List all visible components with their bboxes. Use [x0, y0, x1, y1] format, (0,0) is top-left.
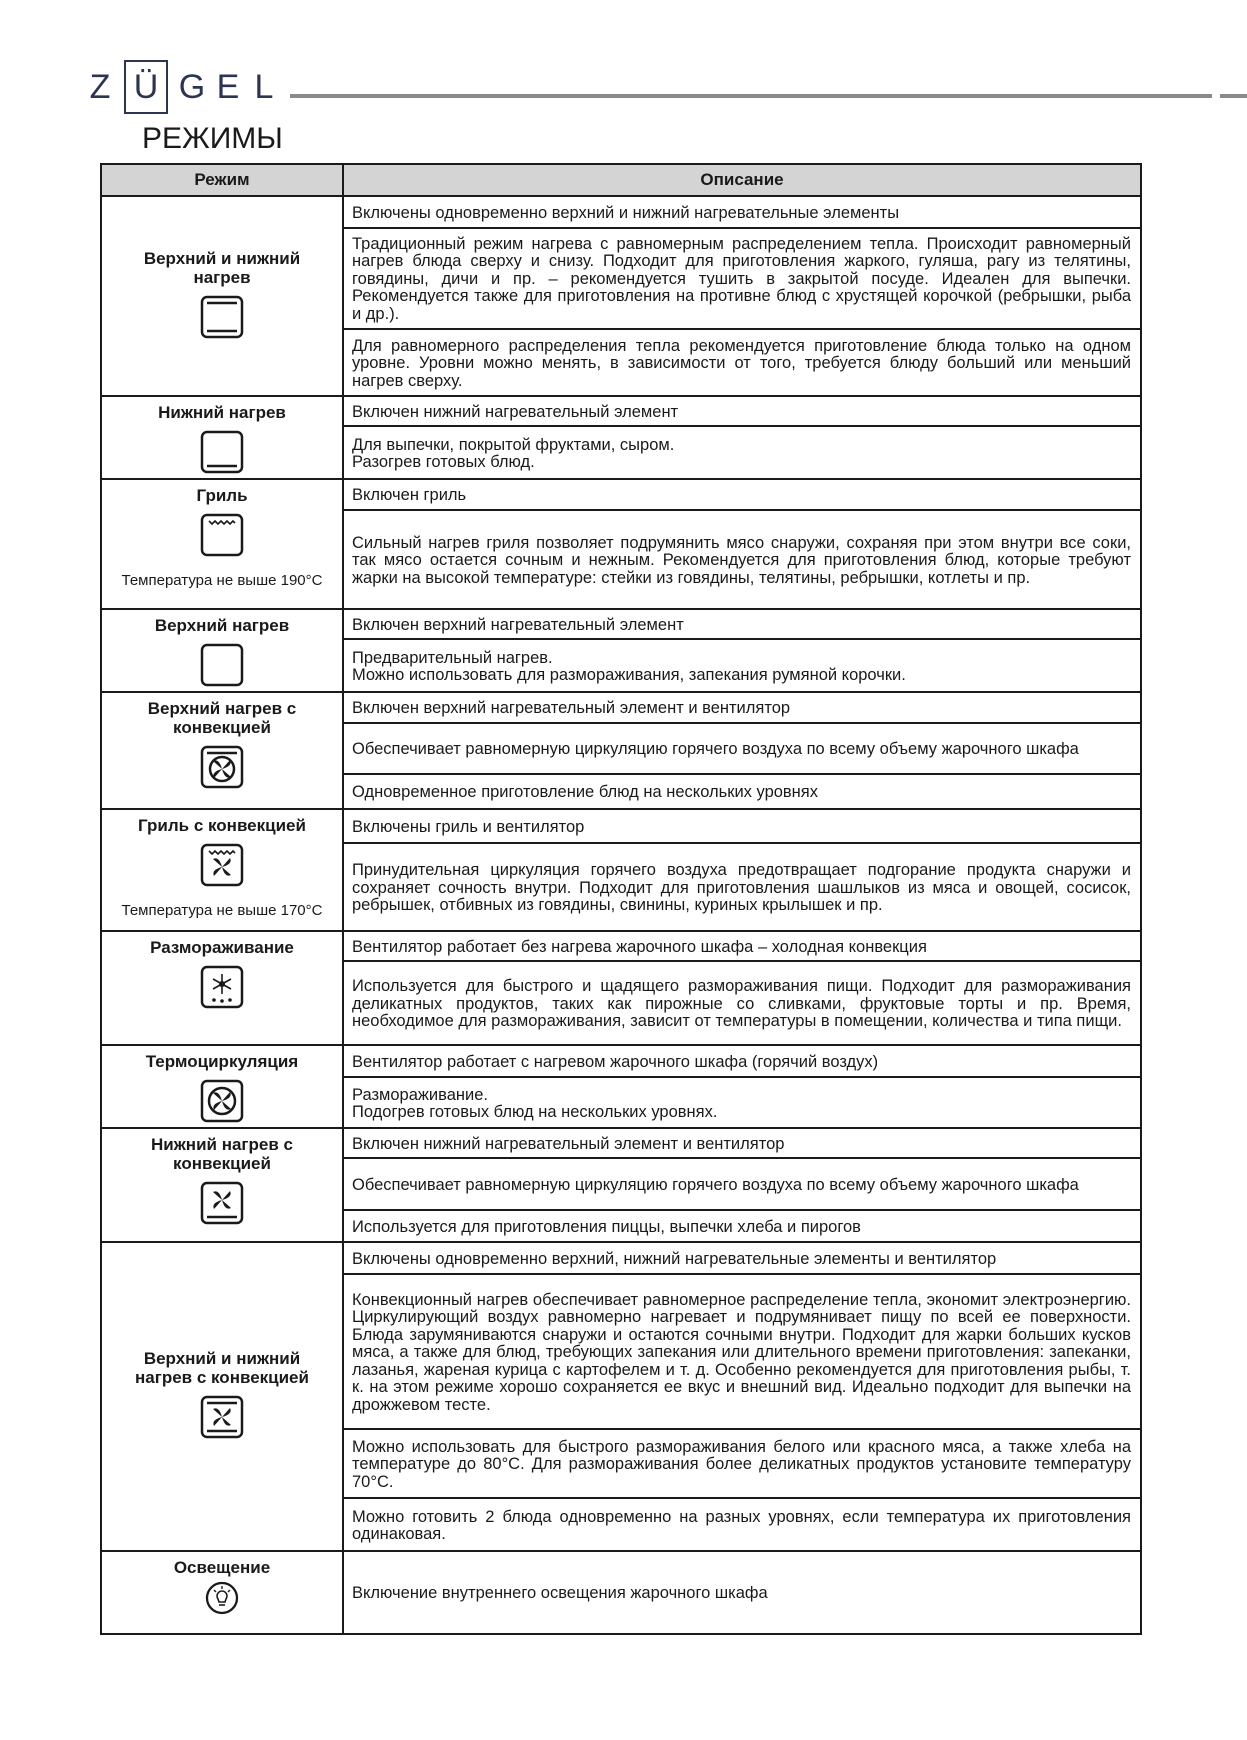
mode-row [102, 197, 1140, 397]
description-item [344, 1129, 1140, 1159]
mode-name: Гриль [196, 486, 248, 505]
description-cell [344, 810, 1140, 930]
description-item [344, 1430, 1140, 1500]
mode-row [102, 810, 1140, 932]
description-cell [344, 1046, 1140, 1127]
mode-row [102, 693, 1140, 810]
description-item [344, 775, 1140, 808]
mode-name: Верхний и нижний нагрев с конвекцией [135, 1349, 309, 1387]
description-text: Включены одновременно верхний и нижний нагревательные элементы [352, 203, 900, 222]
description-item [344, 330, 1140, 395]
description-item [344, 1159, 1140, 1210]
page-title: РЕЖИМЫ [142, 122, 283, 155]
mode-row [102, 1046, 1140, 1129]
description-text: Вентилятор работает без нагрева жарочного шкафа – холодная конвекция [352, 937, 927, 956]
mode-cell [102, 693, 344, 808]
description-item [344, 1275, 1140, 1430]
description-cell [344, 397, 1140, 478]
description-text: Для выпечки, покрытой фруктами, сыром. Разогрев готовых блюд. [352, 435, 675, 472]
description-text: Включен нижний нагревательный элемент [352, 402, 679, 421]
temperature-note: Температура не выше 190°C [121, 572, 323, 589]
light-bulb-icon [205, 1581, 239, 1620]
description-text: Включен верхний нагревательный элемент и вентилятор [352, 699, 791, 718]
mode-row [102, 1129, 1140, 1243]
description-text: Для равномерного распределения тепла рекомендуется приготовление блюда только на одном уровне. Уровни можно менять, в зависимости от того, требуется блюду больший или меньший нагрев сверху. [352, 336, 1131, 390]
description-item [344, 1243, 1140, 1275]
table-header [102, 165, 1140, 197]
header-rule [290, 94, 1212, 98]
mode-cell [102, 1552, 344, 1633]
description-item [344, 1211, 1140, 1241]
bottom-heat-fan-icon [200, 1181, 244, 1230]
mode-row [102, 1552, 1140, 1633]
description-text: Включен верхний нагревательный элемент [352, 615, 684, 634]
description-text: Используется для быстрого и щадящего размораживания пищи. Подходит для размораживания деликатных продуктов, таких как пирожные со сливками, фруктовые торты и пр. Время, необходимое для размораживания, зависит от температуры в помещении, количества и типа пищи. [352, 977, 1131, 1031]
mode-row [102, 932, 1140, 1046]
description-text: Размораживание. Подогрев готовых блюд на нескольких уровнях. [352, 1085, 718, 1122]
description-text: Включен гриль [352, 486, 467, 505]
description-item [344, 397, 1140, 427]
logo-letter: E [216, 67, 240, 106]
description-item [344, 693, 1140, 724]
description-item [344, 844, 1140, 930]
mode-name: Нижний нагрев с конвекцией [151, 1135, 293, 1173]
grill-icon [200, 513, 244, 562]
description-cell [344, 610, 1140, 691]
top-heat-icon [200, 643, 244, 692]
description-text: Одновременное приготовление блюд на нескольких уровнях [352, 783, 818, 802]
description-text: Можно использовать для быстрого размораживания белого или красного мяса, а также хлеба на температуре до 80°C. Для размораживания более деликатных продуктов установите температуру 70°C. [352, 1437, 1131, 1491]
description-item [344, 724, 1140, 774]
description-item [344, 962, 1140, 1044]
logo-letter: Ü [124, 60, 168, 114]
mode-row [102, 480, 1140, 610]
mode-name: Гриль с конвекцией [138, 816, 306, 835]
description-text: Используется для приготовления пиццы, выпечки хлеба и пирогов [352, 1217, 861, 1236]
description-item [344, 480, 1140, 511]
description-item [344, 511, 1140, 608]
description-cell [344, 1129, 1140, 1241]
mode-cell [102, 1129, 344, 1241]
header-rule-end [1220, 94, 1247, 98]
mode-cell [102, 610, 344, 691]
header-mode: Режим [102, 165, 344, 195]
mode-cell [102, 932, 344, 1044]
description-cell [344, 932, 1140, 1044]
mode-cell [102, 810, 344, 930]
mode-name: Термоциркуляция [145, 1052, 299, 1071]
mode-row [102, 610, 1140, 693]
mode-cell [102, 1046, 344, 1127]
mode-cell [102, 1243, 344, 1550]
description-text: Предварительный нагрев. Можно использовать для размораживания, запекания румяной корочки. [352, 648, 906, 685]
description-item [344, 1078, 1140, 1127]
description-cell [344, 197, 1140, 395]
description-item [344, 1046, 1140, 1078]
mode-cell [102, 480, 344, 608]
logo-letter: Z [89, 67, 111, 106]
fan-circle-icon [200, 1079, 244, 1128]
mode-cell [102, 197, 344, 395]
description-item [344, 610, 1140, 640]
description-text: Вентилятор работает с нагревом жарочного шкафа (горячий воздух) [352, 1052, 879, 1071]
top-bottom-heat-fan-icon [200, 1395, 244, 1444]
description-text: Включены одновременно верхний, нижний нагревательные элементы и вентилятор [352, 1249, 997, 1268]
mode-row [102, 1243, 1140, 1552]
description-cell [344, 480, 1140, 608]
mode-name: Размораживание [150, 938, 294, 957]
description-item [344, 197, 1140, 229]
top-bottom-heat-icon [200, 295, 244, 344]
grill-fan-icon [200, 843, 244, 892]
description-item [344, 229, 1140, 330]
description-text: Включен нижний нагревательный элемент и вентилятор [352, 1134, 785, 1153]
description-text: Традиционный режим нагрева с равномерным распределением тепла. Происходит равномерный нагрев блюда сверху и снизу. Подходит для приготовления жаркого, гуляша, рагу из телятины, говядины, дичи и пр. – рекомендуется тушить в закрытой посуде. Идеален для выпечки. Рекомендуется также для приготовления на противне блюд с хрустящей корочкой (ребрышки, рыба и др.). [352, 234, 1131, 323]
description-item [344, 810, 1140, 844]
description-text: Сильный нагрев гриля позволяет подрумянить мясо снаружи, сохраняя при этом внутри все соки, так мясо остается сочным и нежным. Рекомендуется для приготовления блюд, которые требуют жарки на высокой температуре: стейки из говядины, телятины, ребрышки, котлеты и пр. [352, 533, 1131, 587]
description-cell [344, 1243, 1140, 1550]
description-text: Принудительная циркуляция горячего воздуха предотвращает подгорание продукта снаружи и сохраняет сочность внутри. Подходит для приготовления шашлыков из мяса и овощей, сосисок, ребрышек, отбивных из говядины, свинины, куриных крылышек и пр. [352, 861, 1131, 915]
description-item [344, 640, 1140, 691]
mode-name: Верхний и нижний нагрев [143, 248, 301, 287]
mode-name: Верхний нагрев [154, 616, 290, 635]
logo-letter: L [254, 67, 274, 106]
mode-name: Верхний нагрев с конвекцией [147, 699, 297, 737]
description-text: Обеспечивает равномерную циркуляцию горячего воздуха по всему объему жарочного шкафа [352, 1175, 1079, 1194]
description-cell [344, 693, 1140, 808]
modes-table [100, 163, 1142, 1635]
mode-name: Освещение [173, 1558, 271, 1577]
description-item [344, 1552, 1140, 1633]
logo-letter: G [178, 67, 206, 106]
description-item [344, 427, 1140, 478]
mode-name: Нижний нагрев [158, 403, 286, 422]
description-text: Включение внутреннего освещения жарочного шкафа [352, 1584, 768, 1603]
description-text: Конвекционный нагрев обеспечивает равномерное распределение тепла, экономит электроэнергию. Циркулирующий воздух равномерно нагревает и подрумянивает пищу по всей ее поверхности. Блюда зарумяниваются снаружи и остаются сочными внутри. Подходит для жарки больших кусков мяса, а также для блюд, требующих запекания или длительного времени приготовления: запеканки, лазанья, жареная курица с картофелем и т. д. Особенно рекомендуется для приготовления рыбы, т. к. на этом режиме хорошо сохраняется ее вкус и внешний вид. Идеально подходит для выпечки на дрожжевом тесте. [352, 1290, 1131, 1414]
defrost-snowflake-icon [200, 965, 244, 1014]
description-text: Можно готовить 2 блюда одновременно на разных уровнях, если температура их приготовления одинаковая. [352, 1507, 1131, 1544]
description-text: Включены гриль и вентилятор [352, 817, 585, 836]
header-description: Описание [700, 170, 784, 189]
description-item [344, 1499, 1140, 1550]
bottom-heat-icon [200, 430, 244, 479]
brand-logo [82, 62, 282, 112]
top-heat-fan-icon [200, 745, 244, 794]
description-text: Обеспечивает равномерную циркуляцию горячего воздуха по всему объему жарочного шкафа [352, 740, 1079, 759]
mode-cell [102, 397, 344, 478]
description-cell [344, 1552, 1140, 1633]
temperature-note: Температура не выше 170°C [121, 902, 323, 919]
mode-row [102, 397, 1140, 480]
description-item [344, 932, 1140, 962]
